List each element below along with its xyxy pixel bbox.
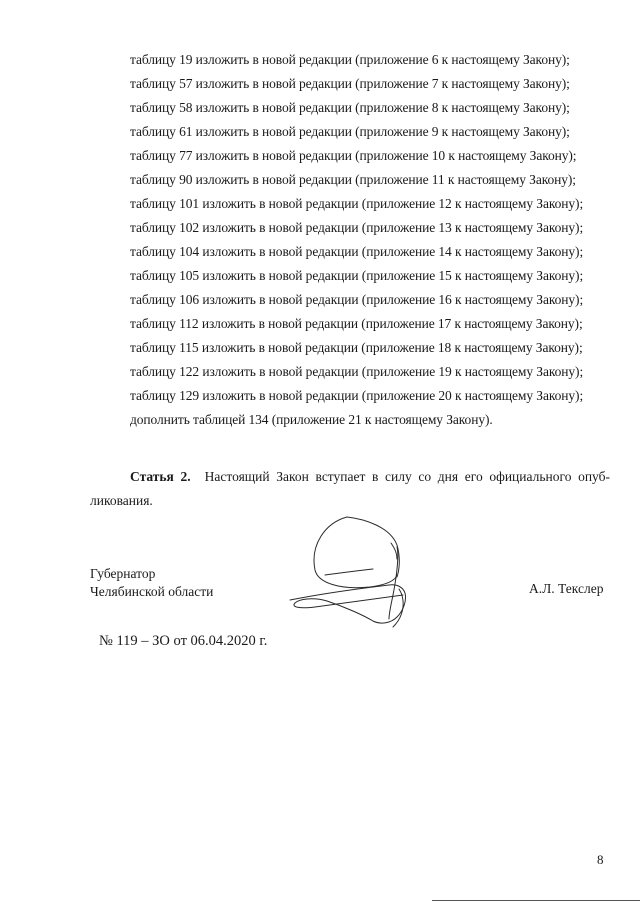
amendments-list (130, 48, 610, 432)
article-text-continuation: ликования. (90, 493, 153, 508)
signatory-position: Губернатор (90, 566, 156, 581)
article-title: Статья 2. (130, 469, 191, 484)
page-number: 8 (597, 852, 604, 867)
signatory-name: А.Л. Текслер (529, 581, 604, 596)
amendment-item: таблицу 90 изложить в новой редакции (приложение 11 к настоящему Закону); (130, 172, 576, 187)
amendment-item: таблицу 57 изложить в новой редакции (приложение 7 к настоящему Закону); (130, 76, 570, 91)
article-text: Настоящий Закон вступает в силу со дня его официального опуб- (204, 469, 610, 484)
amendment-item: таблицу 112 изложить в новой редакции (приложение 17 к настоящему Закону); (130, 316, 583, 331)
signatory-title (90, 565, 213, 601)
amendment-item: таблицу 58 изложить в новой редакции (приложение 8 к настоящему Закону); (130, 100, 570, 115)
amendment-item: таблицу 104 изложить в новой редакции (приложение 14 к настоящему Закону); (130, 244, 584, 259)
amendment-item: дополнить таблицей 134 (приложение 21 к настоящему Закону). (130, 412, 493, 427)
amendment-item: таблицу 61 изложить в новой редакции (приложение 9 к настоящему Закону); (130, 124, 570, 139)
article-first-line (90, 465, 610, 489)
handwritten-signature (285, 515, 425, 630)
amendment-item: таблицу 77 изложить в новой редакции (приложение 10 к настоящему Закону); (130, 148, 577, 163)
amendment-item: таблицу 102 изложить в новой редакции (приложение 13 к настоящему Закону); (130, 220, 584, 235)
amendment-item: таблицу 101 изложить в новой редакции (приложение 12 к настоящему Закону); (130, 196, 584, 211)
amendment-item: таблицу 19 изложить в новой редакции (приложение 6 к настоящему Закону); (130, 52, 570, 67)
law-number: № 119 – ЗО от 06.04.2020 г. (99, 633, 268, 649)
amendment-item: таблицу 122 изложить в новой редакции (приложение 19 к настоящему Закону); (130, 364, 584, 379)
amendment-item: таблицу 115 изложить в новой редакции (приложение 18 к настоящему Закону); (130, 340, 583, 355)
footer-divider (432, 900, 640, 901)
signatory-region: Челябинской области (90, 584, 214, 599)
amendment-item: таблицу 129 изложить в новой редакции (приложение 20 к настоящему Закону); (130, 388, 584, 403)
article-2 (90, 465, 610, 513)
amendment-item: таблицу 105 изложить в новой редакции (приложение 15 к настоящему Закону); (130, 268, 584, 283)
amendment-item: таблицу 106 изложить в новой редакции (приложение 16 к настоящему Закону); (130, 292, 584, 307)
